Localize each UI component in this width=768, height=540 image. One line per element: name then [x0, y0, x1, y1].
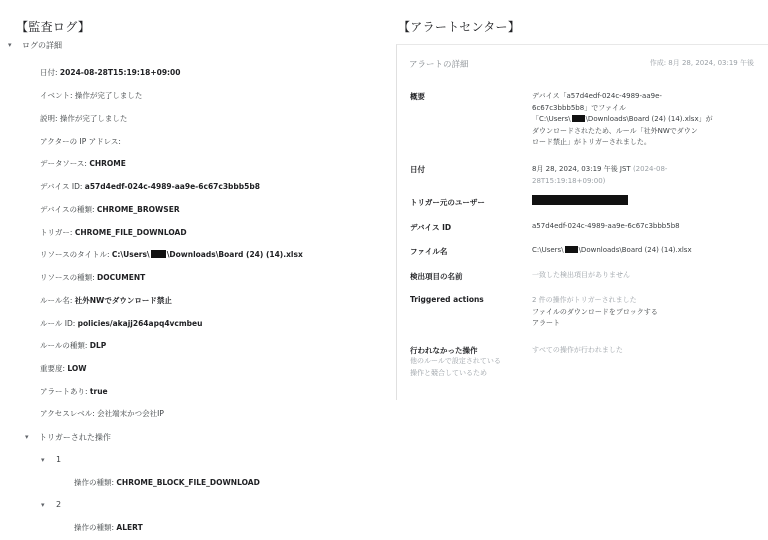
filename-value: C:\Users\ \Downloads\Board (24) (14).xlsx [532, 246, 692, 254]
triggered-actions-label: Triggered actions [410, 295, 484, 304]
triggered-action-item: アラート [532, 319, 560, 327]
log-row-data-source: データソース: CHROME [40, 159, 126, 168]
redacted-username [151, 250, 166, 258]
log-row-device-type: デバイスの種類: CHROME_BROWSER [40, 205, 180, 214]
triggered-action-item: ファイルのダウンロードをブロックする [532, 307, 658, 316]
trigger-user-label: トリガー元のユーザー [410, 198, 485, 207]
alert-details-heading: アラートの詳細 [409, 60, 469, 70]
summary-label: 概要 [410, 92, 425, 101]
log-row-description: 説明: 操作が完了しました [40, 114, 128, 123]
date-value: 8月 28, 2024, 03:19 午後 JST (2024-08- 28T15:19:18+09:00) [532, 165, 668, 185]
redacted-username [565, 246, 578, 253]
not-taken-label: 行われなかった操作 [410, 346, 478, 355]
log-row-actor-ip: アクターの IP アドレス: [40, 137, 121, 146]
alert-center-title: 【アラートセンター】 [398, 20, 521, 34]
log-row-rule-name: ルール名: 社外NWでダウンロード禁止 [40, 296, 172, 305]
not-taken-subtext: 他のルールで設定されている操作と競合しているため [410, 357, 501, 377]
triggered-actions-value: 2 件の操作がトリガーされました ファイルのダウンロードをブロックする アラート [532, 295, 732, 330]
date-label: 日付 [410, 165, 425, 174]
audit-log-title: 【監査ログ】 [16, 20, 91, 34]
log-row-device-id: デバイス ID: a57d4edf-024c-4989-aa9e-6c67c3bbb5b8 [40, 182, 260, 191]
detector-name-value: 一致した検出項目がありません [532, 271, 630, 279]
alert-created-date: 作成: 8月 28, 2024, 03:19 午後 [649, 59, 754, 67]
collapse-triggered-icon[interactable]: ▾ [25, 433, 29, 441]
log-row-rule-id: ルール ID: policies/akajj264apq4vcmbeu [40, 319, 203, 328]
log-row-has-alert: アラートあり: true [40, 387, 108, 396]
log-row-event: イベント: 操作が完了しました [40, 91, 143, 100]
action-1-type: 操作の種類: CHROME_BLOCK_FILE_DOWNLOAD [74, 478, 260, 487]
collapse-details-icon[interactable]: ▾ [8, 41, 12, 49]
collapse-action-2-icon[interactable]: ▾ [41, 501, 45, 509]
log-row-trigger: トリガー: CHROME_FILE_DOWNLOAD [40, 228, 187, 237]
triggered-actions-label[interactable]: トリガーされた操作 [39, 433, 111, 442]
alert-details-card [396, 44, 768, 400]
action-index-1[interactable]: 1 [56, 455, 62, 464]
not-taken-value: すべての操作が行われました [532, 346, 623, 354]
collapse-action-1-icon[interactable]: ▾ [41, 456, 45, 464]
detector-name-label: 検出項目の名前 [410, 272, 463, 281]
device-id-label: デバイス ID [410, 223, 452, 232]
redacted-user-email [532, 195, 628, 205]
device-id-value: a57d4edf-024c-4989-aa9e-6c67c3bbb5b8 [532, 222, 680, 230]
redacted-username [572, 115, 585, 122]
trigger-user-value [532, 195, 732, 210]
log-row-resource-type: リソースの種類: DOCUMENT [40, 273, 146, 282]
summary-value: デバイス「a57d4edf-024c-4989-aa9e- 6c67c3bbb5b8」でファイル 「C:\Users\ \Downloads\Board (24) (14).xlsx」が ダウンロードされたため、ルール「社外NWでダウン ロード禁止」がトリガーされました。 [532, 92, 713, 146]
log-row-access-level: アクセスレベル: 会社端末かつ会社IP [40, 409, 164, 418]
log-row-rule-type: ルールの種類: DLP [40, 341, 107, 350]
filename-label: ファイル名 [410, 247, 448, 256]
action-2-type: 操作の種類: ALERT [74, 523, 143, 532]
log-details-label[interactable]: ログの詳細 [22, 41, 62, 50]
action-index-2[interactable]: 2 [56, 500, 62, 509]
log-row-date: 日付: 2024-08-28T15:19:18+09:00 [40, 68, 181, 77]
log-row-resource-title: リソースのタイトル: C:\Users\ \Downloads\Board (24) (14).xlsx [40, 250, 303, 259]
log-row-severity: 重要度: LOW [40, 364, 87, 373]
